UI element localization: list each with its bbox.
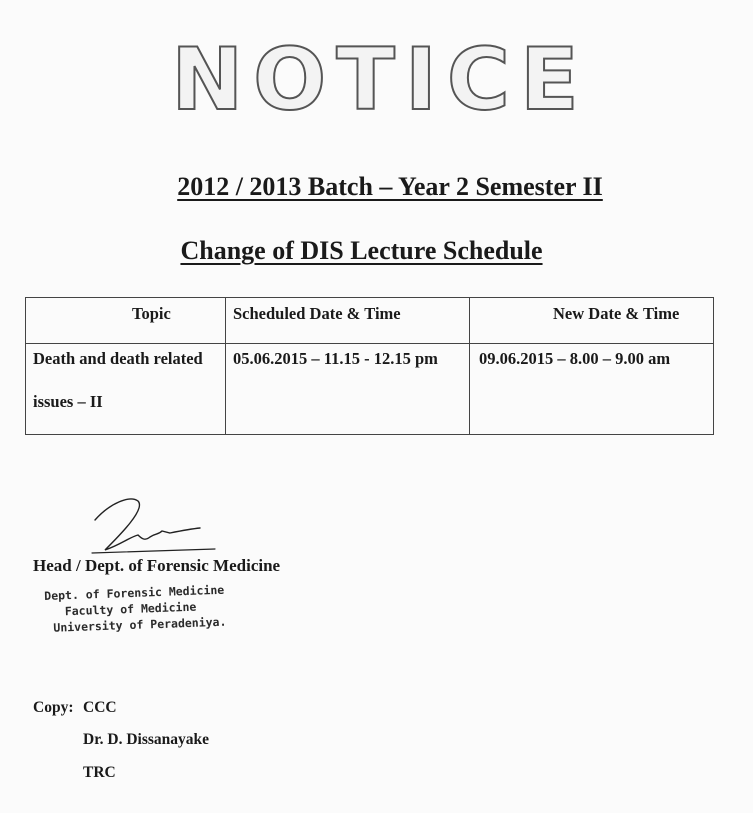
column-header-topic: Topic (26, 298, 226, 344)
handwritten-signature (90, 495, 230, 565)
copy-recipient: CCC (83, 699, 117, 716)
column-header-scheduled: Scheduled Date & Time (226, 298, 470, 344)
stamp-line: University of Peradeniya. (53, 614, 227, 635)
signer-title: Head / Dept. of Forensic Medicine (33, 556, 281, 575)
stamp-line: Dept. of Forensic Medicine (44, 582, 225, 603)
batch-heading: 2012 / 2013 Batch – Year 2 Semester II (177, 172, 603, 201)
column-header-new: New Date & Time (470, 298, 714, 344)
cell-new: 09.06.2015 – 8.00 – 9.00 am (470, 344, 714, 435)
copy-recipient: TRC (83, 764, 116, 781)
topic-line-1: Death and death related (33, 349, 203, 368)
department-stamp (44, 581, 246, 636)
schedule-change-heading: Change of DIS Lecture Schedule (180, 236, 543, 265)
cell-scheduled: 05.06.2015 – 11.15 - 12.15 pm (226, 344, 470, 435)
copy-recipient: Dr. D. Dissanayake (83, 731, 210, 748)
stamp-line: Faculty of Medicine (64, 599, 197, 619)
copy-label: Copy: (33, 699, 74, 716)
schedule-table (25, 297, 714, 435)
topic-line-2: issues – II (33, 392, 103, 411)
notice-title: NOTICE (171, 30, 589, 130)
cell-topic (26, 344, 226, 435)
table-row (26, 344, 714, 435)
